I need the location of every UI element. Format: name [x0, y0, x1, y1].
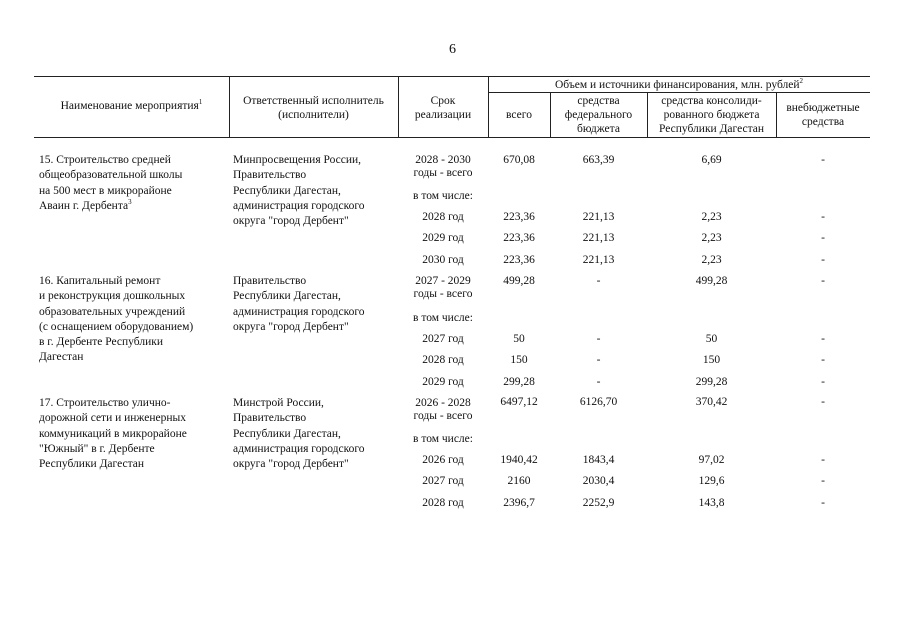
item-17-name-line1: 17. Строительство улично-	[39, 397, 171, 409]
item-17-year2-consolidated: 129,6	[698, 475, 725, 487]
item-15-total-federal: 663,39	[582, 154, 615, 166]
item-17-responsible	[233, 396, 398, 472]
item-17-year1-all: 1940,42	[500, 454, 538, 466]
item-16-name-line3: образовательных учреждений	[39, 305, 186, 318]
item-17-name-line5: Республики Дагестан	[39, 458, 144, 471]
item-17-resp-line4: администрация городского	[233, 442, 365, 455]
item-17-year3-federal: 2252,9	[582, 497, 615, 509]
item-17-year3-all: 2396,7	[503, 497, 535, 509]
item-16-year2-extra: -	[821, 354, 825, 366]
item-15-year2-all: 223,36	[503, 232, 535, 244]
header-term-line1: Срок	[430, 95, 456, 107]
header-consolidated-line1: средства консолиди-	[661, 95, 762, 107]
item-15-name	[39, 153, 229, 214]
header-consolidated-line3: Республики Дагестан	[659, 123, 764, 135]
item-16-resp-line4: округа "город Дербент"	[233, 320, 349, 333]
item-15-year3: 2030 год	[422, 254, 464, 266]
item-15-year2-extra: -	[821, 232, 825, 244]
item-16-year2: 2028 год	[422, 354, 464, 366]
item-16-responsible	[233, 274, 398, 335]
item-17-total-term	[398, 397, 488, 423]
item-15-resp-line2: Правительство	[233, 169, 307, 182]
item-17-total-term-line1: 2026 - 2028	[415, 397, 471, 409]
item-15-name-line3: на 500 мест в микрорайоне	[39, 184, 172, 197]
item-16-year2-federal: -	[596, 354, 601, 366]
item-17-name-line4: "Южный" в г. Дербенте	[39, 442, 155, 455]
item-16-year1-federal: -	[596, 333, 601, 345]
item-16-total-term	[398, 275, 488, 301]
header-total-text: всего	[506, 109, 532, 121]
header-federal-line2: федерального	[564, 109, 633, 121]
header-federal	[550, 94, 647, 136]
item-17-total-federal: 6126,70	[579, 396, 618, 408]
item-16-name-line2: и реконструкция дошкольных	[39, 290, 186, 303]
item-16-total-all: 499,28	[503, 275, 535, 287]
header-federal-line3: бюджета	[577, 123, 620, 135]
header-consolidated	[647, 94, 776, 136]
item-17-total-all: 6497,12	[500, 396, 538, 408]
header-bottom-border	[34, 137, 870, 138]
item-16-total-federal: -	[596, 275, 601, 287]
item-16-year2-all: 150	[510, 354, 528, 366]
header-consolidated-line2: рованного бюджета	[663, 109, 760, 121]
item-16-year2-consolidated: 150	[702, 354, 721, 366]
item-15-year2-consolidated: 2,23	[701, 232, 722, 244]
item-16-year3: 2029 год	[422, 376, 464, 388]
item-15-year1-consolidated: 2,23	[701, 211, 722, 223]
item-17-year1: 2026 год	[422, 454, 464, 466]
item-16-year3-consolidated: 299,28	[695, 376, 728, 388]
footnote-3: 3	[128, 198, 132, 207]
header-name	[34, 99, 229, 113]
item-16-name	[39, 274, 229, 366]
item-15-name-line4-text: Аваин г. Дербента	[39, 199, 129, 212]
footnote-2: 2	[799, 77, 804, 86]
header-total	[488, 108, 550, 122]
footnote-1: 1	[198, 98, 203, 107]
item-17-resp-line5: округа "город Дербент"	[233, 458, 349, 471]
item-17-year3: 2028 год	[422, 497, 464, 509]
item-17-year2: 2027 год	[422, 475, 464, 487]
header-financing	[488, 78, 870, 92]
item-15-year1: 2028 год	[422, 211, 464, 223]
header-financing-text: Объем и источники финансирования, млн. рублей	[554, 79, 800, 91]
item-15-year2-federal: 221,13	[582, 232, 615, 244]
item-17-total-extra: -	[821, 396, 825, 408]
item-15-total-term-line1: 2028 - 2030	[415, 154, 471, 166]
item-17-year1-extra: -	[821, 454, 825, 466]
header-term	[398, 94, 488, 122]
item-16-total-consolidated: 499,28	[695, 275, 728, 287]
item-15-year3-federal: 221,13	[582, 254, 615, 266]
item-16-total-extra: -	[821, 275, 825, 287]
item-17-year1-consolidated: 97,02	[698, 454, 725, 466]
item-15-resp-line3: Республики Дагестан,	[233, 184, 341, 197]
header-extrabudgetary-line1: внебюджетные	[786, 102, 860, 114]
item-15-name-line1: 15. Строительство средней	[39, 154, 171, 166]
item-16-year3-all: 299,28	[503, 376, 535, 388]
item-16-including: в том числе:	[413, 312, 473, 324]
item-17-including: в том числе:	[413, 433, 473, 445]
item-16-year1: 2027 год	[422, 333, 464, 345]
item-15-year3-extra: -	[821, 254, 825, 266]
item-15-year3-all: 223,36	[503, 254, 535, 266]
header-federal-line1: средства	[577, 95, 620, 107]
item-17-resp-line2: Правительство	[233, 412, 307, 425]
item-15-year2: 2029 год	[422, 232, 464, 244]
item-16-name-line1: 16. Капитальный ремонт	[39, 275, 161, 287]
item-16-name-line4: (с оснащением оборудованием)	[39, 320, 194, 333]
item-16-year3-extra: -	[821, 376, 825, 388]
item-15-year1-extra: -	[821, 211, 825, 223]
item-15-total-term	[398, 154, 488, 180]
item-15-total-term-line2: годы - всего	[413, 167, 473, 179]
item-16-year1-extra: -	[821, 333, 825, 345]
item-16-year3-federal: -	[596, 376, 601, 388]
item-15-year1-federal: 221,13	[582, 211, 615, 223]
item-16-year1-all: 50	[513, 333, 525, 345]
financing-header-divider	[488, 92, 870, 93]
item-17-total-term-line2: годы - всего	[413, 410, 473, 422]
item-17-year1-federal: 1843,4	[582, 454, 615, 466]
item-17-year2-extra: -	[821, 475, 825, 487]
item-15-year1-all: 223,36	[503, 211, 535, 223]
item-17-year3-consolidated: 143,8	[698, 497, 725, 509]
item-17-year2-all: 2160	[507, 475, 531, 487]
item-15-resp-line4: администрация городского	[233, 199, 365, 212]
item-15-name-line4	[39, 199, 229, 214]
item-16-name-line5: в г. Дербенте Республики	[39, 336, 163, 349]
header-term-line2: реализации	[414, 109, 472, 121]
item-17-total-consolidated: 370,42	[695, 396, 728, 408]
item-15-name-line2: общеобразовательной школы	[39, 169, 183, 182]
header-responsible-line2: (исполнители)	[278, 109, 349, 121]
page-number: 6	[449, 42, 456, 57]
item-15-total-extra: -	[821, 154, 825, 166]
item-15-year3-consolidated: 2,23	[701, 254, 722, 266]
item-17-year2-federal: 2030,4	[582, 475, 615, 487]
item-16-year1-consolidated: 50	[705, 333, 718, 345]
item-16-resp-line2: Республики Дагестан,	[233, 290, 341, 303]
item-16-resp-line1: Правительство	[233, 275, 307, 287]
item-15-total-all: 670,08	[503, 154, 535, 166]
item-17-name	[39, 396, 229, 472]
item-17-name-line3: коммуникаций в микрорайоне	[39, 427, 187, 440]
item-16-total-term-line1: 2027 - 2029	[415, 275, 471, 287]
item-15-responsible	[233, 153, 398, 229]
item-15-resp-line5: округа "город Дербент"	[233, 215, 349, 228]
item-16-resp-line3: администрация городского	[233, 305, 365, 318]
item-17-resp-line3: Республики Дагестан,	[233, 427, 341, 440]
item-15-resp-line1: Минпросвещения России,	[233, 154, 362, 166]
item-17-name-line2: дорожной сети и инженерных	[39, 412, 186, 425]
item-15-total-consolidated: 6,69	[701, 154, 722, 166]
header-extrabudgetary-line2: средства	[801, 116, 845, 128]
item-16-name-line6: Дагестан	[39, 351, 84, 364]
header-name-text: Наименование мероприятия	[60, 100, 199, 112]
header-extrabudgetary	[776, 101, 870, 129]
table-top-border	[34, 76, 870, 77]
item-16-total-term-line2: годы - всего	[413, 288, 473, 300]
header-responsible	[229, 94, 398, 122]
item-15-including: в том числе:	[413, 190, 473, 202]
header-responsible-line1: Ответственный исполнитель	[243, 95, 384, 107]
item-17-resp-line1: Минстрой России,	[233, 397, 324, 409]
item-17-year3-extra: -	[821, 497, 825, 509]
